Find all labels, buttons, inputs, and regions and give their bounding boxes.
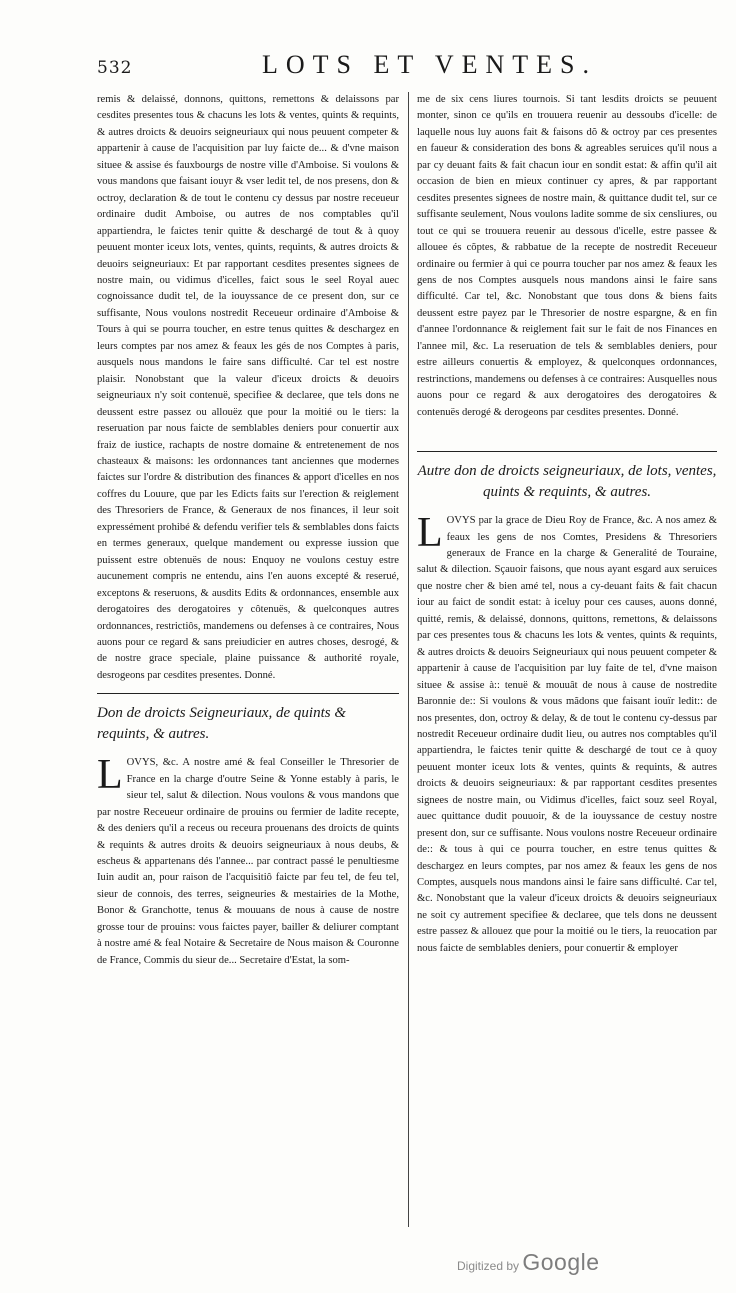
running-head: LOTS ET VENTES. (262, 50, 597, 79)
column-divider (408, 92, 409, 1227)
right-text-2 (417, 510, 717, 957)
section-divider-left (97, 693, 399, 694)
left-section-heading: Don de droicts Seigneuriaux, de quints & requints, & autres. (97, 705, 346, 743)
right-text-2-body: OVYS par la grace de Dieu Roy de France, &c. A nos amez & feaux les gens de nos Comtes, Presidens & Thresoriers generaux de France en la charge & Generalité de Touraine, salut & dilection. Sçauoir faisons, que nous ayant esgard aux seruices que nostre cher & bien amé tel, nous a cy-deuant faits & fait chacun iour au faict de sondit estat: à iceluy pour ces causes, auons donné, quitté, remis, & delaissé, donnons, quittons, remettons, & delaissons par ces presentes tous & chacuns les lots & ventes, quints & requints, & autres droicts & deuoirs Seigneuriaux qui nous peuuent competer & appartenir à cause de l'acquisition par luy faite de tel, d'vne maison situee & assise à:: tenuë & mouuât de nous à cause de nostredite Baronnie de:: Si voulons & vous mãdons que faisant iouïr ledit:: de nos presentes, don, octroy & delay, & de tout le contenu cy-dessus par nostredit Receueur ordinaire dudit lieu, ou autres nos comptables qu'il appartiendra, le faictes tenir quitte & deschargé de tout ce à quoy peuuent monter iceux lots & ventes, quints & requints, & autres droicts & deuoirs seigneuriaux: & par rapportant cesdites presentes signees de nostre main, ou Vidimus d'icelles, faict souz seel Royal, auec quittance dudit pouuoir, & de la iouyssance de cestuy nostre present don, sur ce suffisante. Nous voulons nostre Receueur ordinaire de:: & tous à qui ce pourra toucher, en estre tenus quittes & deschargez en leurs comptes, par nos amez & feaux les gens de nos Comptes, ausquels nous mandons ainsi le faire sans difficulté. Car tel, &c. Nonobstant que la valeur d'iceux droicts & deuoirs seigneuriaux ne soit cy autrement specifiee & declaree, que tels dons ne deussent estre passez & allouez que pour la moitié ou le tiers, la reuocation par nous faicte de semblables deniers, pour conuertir & employer (417, 515, 717, 954)
left-dropcap: L (97, 752, 123, 799)
right-text-1: me de six cens liures tournois. Si tant lesdits droicts se peuuent monter, sinon ce qu'ils en trouuera reuenir au dessoubs d'icelle: de laquelle nous luy auons fait & faisons dõ & octroy par ces presentes en faueur & consideration des bons & agreables seruices qu'il nous a par cy deuant faits & fait chacun iour en sondit estat: & affin qu'il ait occasion de bien en mieux continuer cy apres, & par rapportant cesdites presentes signees de nostre main, & quittance dudit tel, sur ce suffisante seulement, Nous voulons ladite somme de six censliures, ou tout ce qui se trouuera reuenir au dessous d'icelle, estre passee & allouee és cõptes, & rabbatue de la recepte de nostredit Receueur ordinaire ou fermier à qui ce pourra toucher par nos amez & feaux les gens de nos Comptes ausquels nous mandons ainsi le faire sans difficulté. Car tel, &c. Nonobstant que tous dons & biens faits deussent estre payez par le Thresorier de nostre espargne, & en fin d'annee l'ordonnance & reiglement fait sur le fait de nos Finances en l'annee mil, &c. La reseruation de tels & semblables deniers, pour estre ailleurs conuertis & employez, & quelconques ordonnances, restrinctions, mandemens ou defenses à ce contraires: Ausquelles nous auons pour ce regard & aux derogatoires des derogatoires & contenuës derogé & derogeons par cesdites presentes. Donné. (417, 94, 717, 418)
left-column (97, 92, 399, 969)
right-section-heading: Autre don de droicts seigneuriaux, de lots, ventes, quints & requints, & autres. (417, 463, 717, 501)
right-column (417, 92, 717, 957)
right-dropcap: L (417, 510, 443, 557)
section-divider-right (417, 451, 717, 452)
digitized-by-watermark (457, 1249, 600, 1276)
left-text-1: remis & delaissé, donnons, quittons, remettons & delaissons par cesdites presentes tous & chacuns les lots & ventes, quints & requints, & autres droicts & deuoirs seigneuriaux qui nous peuuent competer & appartenir à cause de l'acquisition par luy faicte de... & d'vne maison situee & assise és fauxbourgs de nostre ville d'Amboise. Si voulons & vous mandons que faisant iouyr & vser ledit tel, de nos presens, don & octroy, declaration & de tout le contenu cy dessus par nostre receueur ordinaire dudit Amboise, ou autres de nos comptables qu'il appartiendra, le faictes tenir quitte & deschargé de tout & à quoy peuuent monter iceux lots, ventes, quints, requints, & autres droicts & deuoirs seigneuriaux: Et par rapportant cesdites presentes signees de nostre main, ou vidimus d'icelles, faict sous le seel Royal auec cognoissance dudit tel, de la iouyssance de ce present don, sur ce suffisante, Nous voulons nostredit Receueur ordinaire d'Amboise & Tours à qui se pourra toucher, en estre tenus quittes & deschargez en leurs comptes par nos amez & feaux les gés de nos Comptes à paris, ausquels nous mandons le faire sans difficulté. Car tel est nostre plaisir. Nonobstant que la valeur d'iceux droicts & deuoirs seigneuriaux n'y soit contenuë, specifiee & declaree, que tels dons ne deussent estre passez ou allouëz que pour la moitié ou le tiers: la reseruation par nous faicte de semblables deniers pour conuertir aux fraiz de iustice, rachapts de nostre domaine & entretenement de nos chasteaux & maisons: les ordonnances tant anciennes que modernes faictes sur l'ordre & distribution des finances & apport d'icelles en nos coffres du Louure, que par les Edicts faits sur l'erection & reiglement des Thresoriers de France, & Generaux de nos finances, il leur soit expressément prohibé & defendu verifier tels & semblables dons faicts en termes generaux, quelque mandement ou expresse iussion que puissent estre obtenuës de nous: Enquoy ne voulons cestuy estre aucunement compris ne entendu, ains l'en auons excepté & reserué, exceptons & reseruons, & ausdits Edits & ordonnances, ensemble aux derogatoires des derogatoires y côtenuës, & quelconques autres ordonnances, restrictiôs, mandemens ou defenses à ce contraires, Nous auons pour ce regard & sans preiudicier en autres choses, desrogé, & de nostre grace speciale, plaine puissance & authorité royale, desrogeons par cesdites presentes. Donné. (97, 94, 399, 681)
google-logo: Google (522, 1249, 600, 1275)
left-text-2 (97, 752, 399, 969)
digitized-by-label: Digitized by (457, 1259, 520, 1273)
page-number: 532 (97, 58, 133, 78)
left-text-2-body: OVYS, &c. A nostre amé & feal Conseiller le Thresorier de France en la charge d'outre Seine & Yonne estably à paris, le sieur tel, salut & dilection. Nous voulons & vous mandons que par nostre Receueur ordinaire de prouins ou fermier de ladite recepte, & des deniers qu'il a receus ou receura prouenans des droicts de quints & requints & autres droits & deuoirs seigneuriaux à nous deubs, & escheus & appartenans dés l'annee... par contract passé le penultiesme Iuin audit an, pour raison de l'acquisitiô faicte par feu tel, de feu tel, sieur de connois, des terres, seigneuries & mestairies de la Mothe, Bonor & Granchotte, tenus & mouuans de nous à cause de nostre grosse tour de prouins: vous faictes payer, bailler & deliurer comptant à nostre amé & feal Notaire & Secretaire de Nous maison & Couronne de France, Commis du sieur de... Secretaire d'Estat, la som- (97, 757, 399, 966)
